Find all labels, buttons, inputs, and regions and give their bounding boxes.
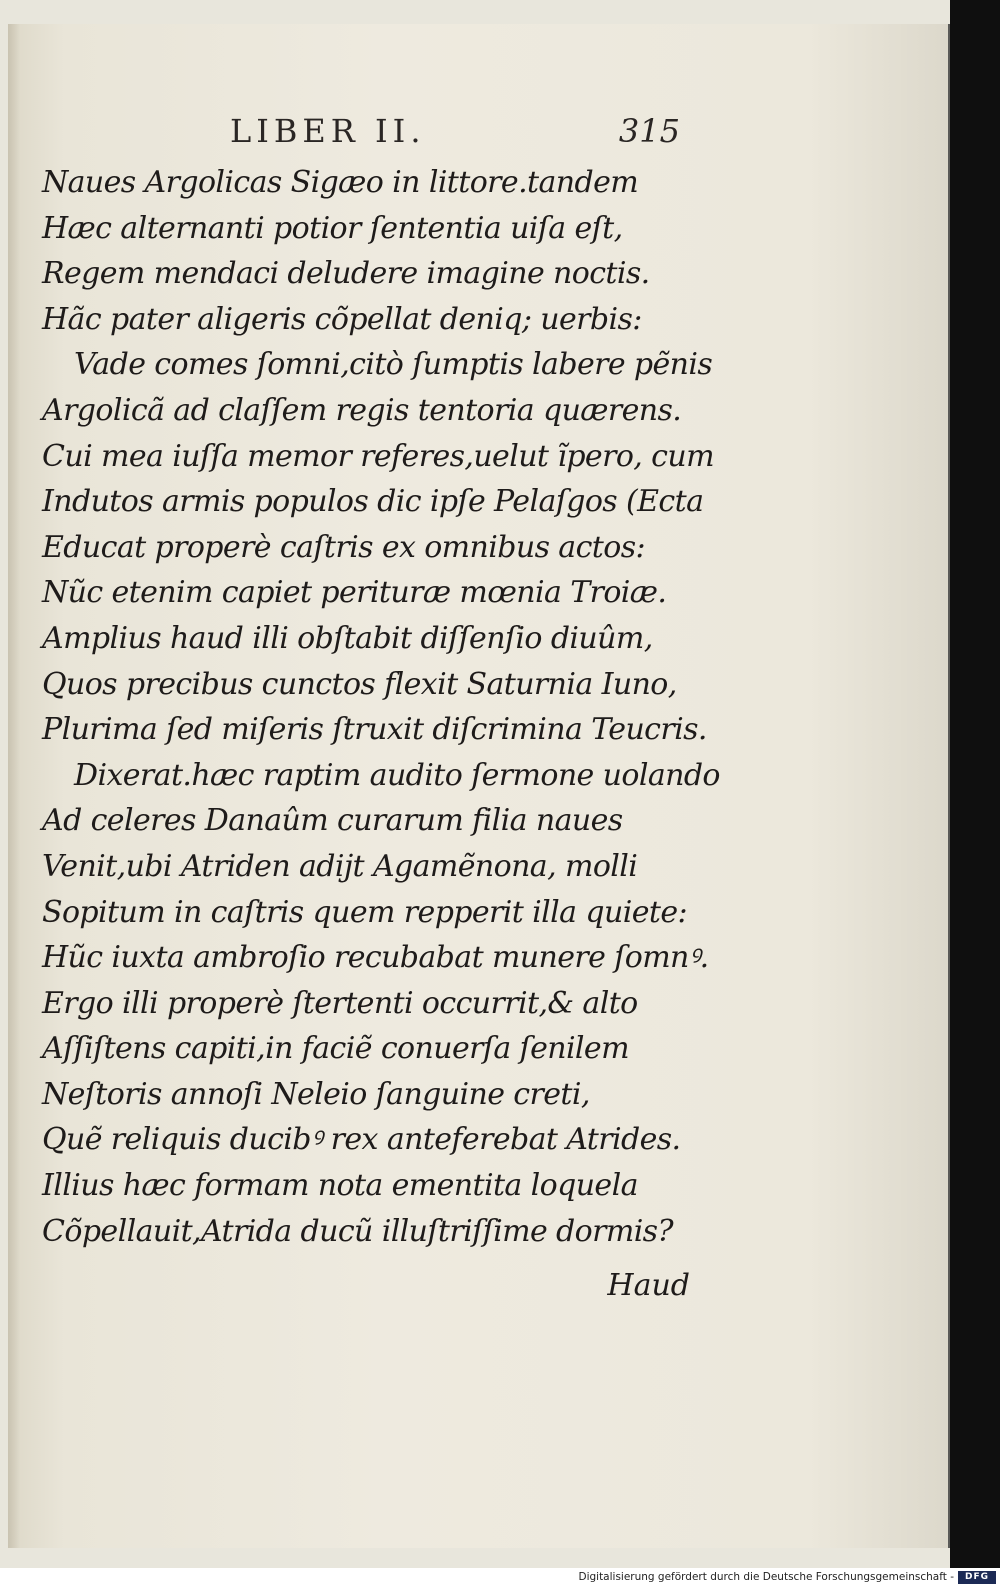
dfg-logo: DFG — [958, 1571, 996, 1584]
verse-line: Argolicã ad claſſem regis tentoria quærens. — [42, 392, 682, 428]
verse-line: Quos precibus cunctos flexit Saturnia Iuno, — [42, 666, 677, 702]
verse-line: Educat properè caſtris ex omnibus actos: — [42, 529, 646, 565]
verse-line: Indutos armis populos dic ipſe Pelaſgos (Ecta — [42, 484, 704, 520]
verse-line: Nũc etenim capiet perituræ mœnia Troiæ. — [42, 575, 667, 611]
running-head: LIBER II. — [230, 112, 426, 150]
verse-line: Amplius haud illi obſtabit diſſenſio diuûm, — [42, 620, 653, 656]
page-gutter-shadow — [8, 24, 20, 1548]
verse-line: Naues Argolicas Sigæo in littore.tandem — [42, 165, 639, 200]
verse-line: Illius hæc formam nota ementita loquela — [42, 1168, 638, 1204]
verse-line: Hũc iuxta ambroſio recubabat munere ſomnꝰ. — [42, 940, 709, 976]
verse-line: Venit,ubi Atriden adijt Agamẽnona, molli — [42, 848, 638, 884]
verse-line: Hæc alternanti potior ſententia uiſa eſt, — [42, 210, 623, 246]
catchword: Haud — [607, 1268, 690, 1303]
digitization-footer — [0, 1568, 1000, 1588]
verse-line: Dixerat.hæc raptim audito ſermone uolando — [74, 757, 720, 793]
verse-line: Cõpellauit,Atrida ducũ illuſtriſſime dormis? — [42, 1213, 673, 1249]
verse-line: Regem mendaci deludere imagine noctis. — [42, 256, 650, 292]
verse-line: Sopitum in caſtris quem repperit illa quiete: — [42, 894, 687, 930]
scan-dark-edge — [950, 0, 1000, 1568]
verse-line: Ergo illi properè ſtertenti occurrit,& alto — [42, 985, 638, 1021]
funding-credit: Digitalisierung gefördert durch die Deutsche Forschungsgemeinschaft - — [578, 1571, 954, 1583]
verse-line: Cui mea iuſſa memor referes,uelut ĩpero, cum — [42, 438, 714, 474]
page-number: 315 — [618, 112, 680, 150]
verse-line: Aſſiſtens capiti,in faciẽ conuerſa ſenilem — [42, 1031, 629, 1067]
verse-block — [42, 160, 720, 1254]
page-header — [230, 112, 680, 156]
verse-line: Neſtoris annoſi Neleio ſanguine creti, — [42, 1076, 590, 1112]
verse-line: Ad celeres Danaûm curarum filia naues — [42, 803, 623, 839]
verse-line: Vade comes ſomni,citò ſumptis labere pẽnis — [74, 347, 713, 383]
verse-line: Hãc pater aligeris cõpellat deniq; uerbis: — [42, 301, 642, 337]
verse-line: Quẽ reliquis ducibꝰ rex anteferebat Atrides. — [42, 1122, 681, 1158]
verse-line: Plurima ſed miſeris ſtruxit diſcrimina Teucris. — [42, 712, 707, 748]
